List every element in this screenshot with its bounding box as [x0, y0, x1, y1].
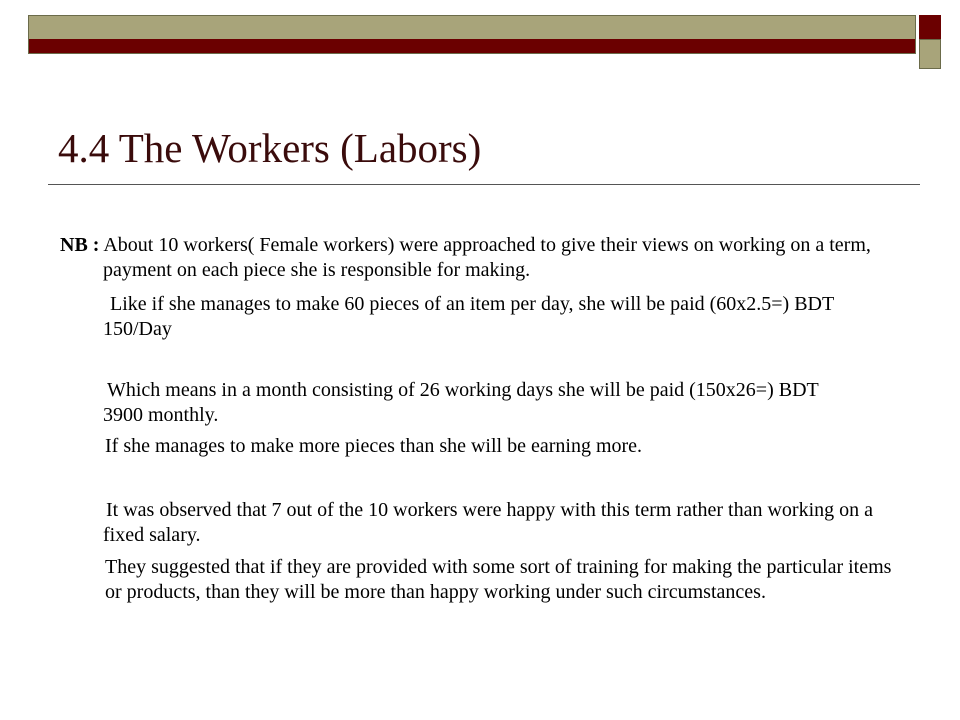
- paragraph-nb-text: About 10 workers( Female workers) were approached to give their views on working on a term, payment on each piece she is responsible for making.: [99, 234, 871, 281]
- paragraph-example: Like if she manages to make 60 pieces of an item per day, she will be paid (60x2.5=) BDT 150/Day: [103, 293, 834, 340]
- slide-title: 4.4 The Workers (Labors): [58, 125, 482, 171]
- title-divider: [48, 184, 920, 185]
- nb-label: NB :: [60, 234, 100, 256]
- paragraph-nb: [60, 233, 903, 283]
- corner-block-top: [919, 15, 941, 39]
- paragraph-monthly: Which means in a month consisting of 26 working days she will be paid (150x26=) BDT 3900 monthly.: [103, 379, 819, 426]
- paragraph-suggestion: They suggested that if they are provided with some sort of training for making the particular items or products, than they will be more than happy working under such circumstances.: [105, 556, 892, 603]
- paragraph-observation: It was observed that 7 out of the 10 workers were happy with this term rather than working on a fixed salary.: [103, 499, 874, 546]
- paragraph-more-pieces: If she manages to make more pieces than she will be earning more.: [105, 435, 643, 457]
- header-band-border: [28, 15, 916, 54]
- corner-block-bottom: [919, 39, 941, 69]
